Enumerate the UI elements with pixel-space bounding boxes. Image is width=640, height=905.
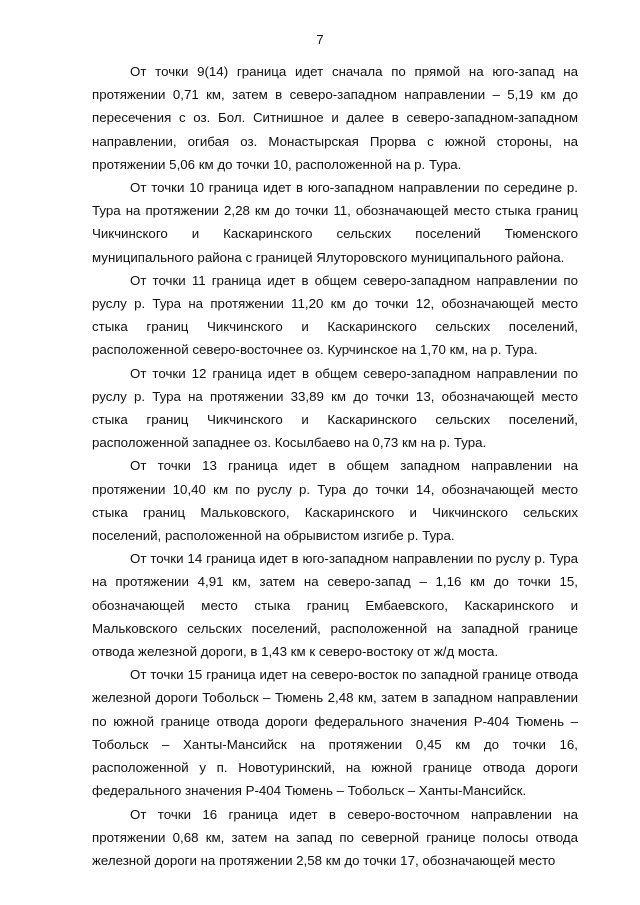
paragraph-point-11: От точки 11 граница идет в общем северо-западном направлении по руслу р. Тура на протяжении 11,20 км до точки 12, обозначающей место стыка границ Чикчинского и Каскаринского сельских поселений, расположенной северо-восточнее оз. Курчинское на 1,70 км, на р. Тура. (92, 272, 578, 358)
paragraph-point-12: От точки 12 граница идет в общем северо-западном направлении по руслу р. Тура на протяжении 33,89 км до точки 13, обозначающей место стыка границ Чикчинского и Каскаринского сельских поселений, расположенной западнее оз. Косылбаево на 0,73 км на р. Тура. (92, 365, 578, 451)
paragraph-point-13: От точки 13 граница идет в общем западном направлении на протяжении 10,40 км по руслу р. Тура до точки 14, обозначающей место стыка границ Мальковского, Каскаринского и Чикчинского сельских поселений, расположенной на обрывистом изгибе р. Тура. (92, 458, 578, 544)
paragraph-point-9: От точки 9(14) граница идет сначала по прямой на юго-запад на протяжении 0,71 км, затем в северо-западном направлении – 5,19 км до пересечения с оз. Бол. Ситнишное и далее в северо-западном-западном направлении, огибая оз. Монастырская Прорва с южной стороны, на протяжении 5,06 км до точки 10, расположенной на р. Тура. (92, 64, 578, 172)
page-number: 7 (316, 32, 324, 47)
paragraph-point-15: От точки 15 граница идет на северо-восток по западной границе отвода железной дороги Тобольск – Тюмень 2,48 км, затем в западном направлении по южной границе отвода дороги федерального значения Р-404 Тюмень – Тобольск – Ханты-Мансийск на протяжении 0,45 км до точки 16, расположенной у п. Новотуринский, на южной границе отвода дороги федерального значения Р-404 Тюмень – Тобольск – Ханты-Мансийск. (92, 667, 578, 799)
paragraph-point-10: От точки 10 граница идет в юго-западном направлении по середине р. Тура на протяжении 2,28 км до точки 11, обозначающей место стыка границ Чикчинского и Каскаринского сельских поселений Тюменского муниципального района с границей Ялуторовского муниципального района. (92, 180, 578, 265)
document-body (92, 60, 578, 872)
paragraph-point-14: От точки 14 граница идет в юго-западном направлении по руслу р. Тура на протяжении 4,91 км, затем на северо-запад – 1,16 км до точки 15, обозначающей место стыка границ Ембаевского, Каскаринского и Мальковского сельских поселений, расположенной на западной границе отвода железной дороги, в 1,43 км к северо-востоку от ж/д моста. (92, 551, 578, 660)
paragraph-point-16: От точки 16 граница идет в северо-восточном направлении на протяжении 0,68 км, затем на запад по северной границе полосы отвода железной дороги на протяжении 2,58 км до точки 17, обозначающей место (92, 806, 578, 868)
